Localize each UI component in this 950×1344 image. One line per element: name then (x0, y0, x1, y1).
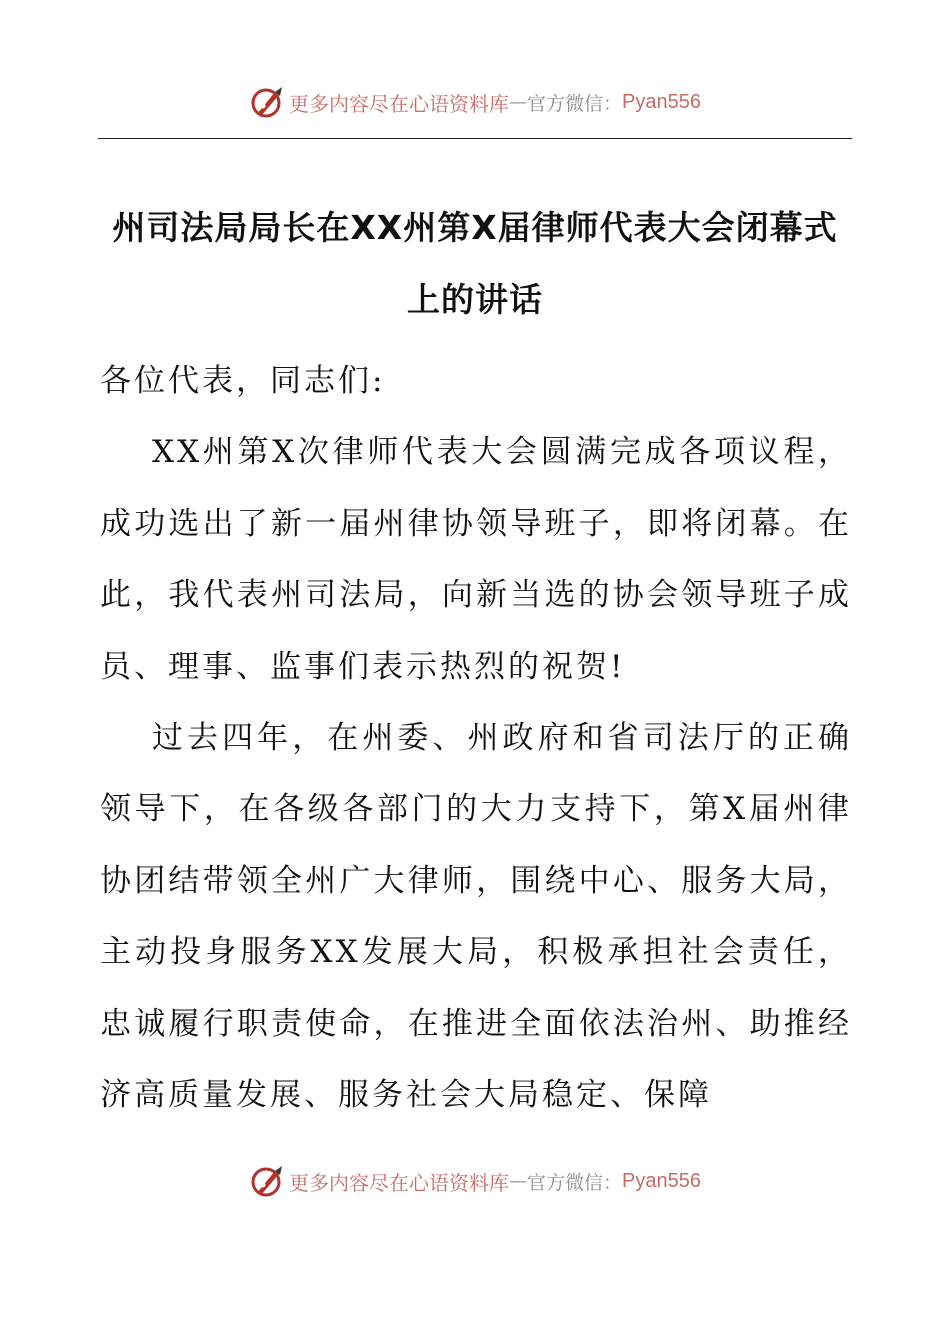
watermark-separator: — (509, 91, 527, 113)
watermark-wechat-id: Pyan556 (622, 1169, 701, 1192)
watermark-banner-top (0, 84, 950, 120)
watermark-banner-bottom (0, 1163, 950, 1199)
watermark-wechat-label: 官方微信： (527, 92, 623, 115)
watermark-site-text: 更多内容尽在心语资料库 (289, 91, 509, 116)
salutation: 各位代表，同志们: (100, 363, 386, 399)
watermark-wechat-label: 官方微信： (527, 1171, 623, 1194)
document-title: 州司法局局长在XX州第X届律师代表大会闭幕式上的讲话 (112, 208, 838, 320)
body-paragraph: XX州第X次律师代表大会圆满完成各项议程，成功选出了新一届州律协领导班子，即将闭幕。在此，我代表州司法局，向新当选的协会领导班子成员、理事、监事们表示热烈的祝贺! (100, 434, 852, 685)
watermark-site-text: 更多内容尽在心语资料库 (289, 1170, 509, 1195)
watermark-separator: — (509, 1170, 527, 1192)
watermark-wechat-id: Pyan556 (622, 90, 701, 113)
pen-nib-circle-icon (249, 1163, 285, 1199)
document-body (100, 346, 852, 1131)
pen-nib-circle-icon (249, 84, 285, 120)
body-paragraph: 过去四年，在州委、州政府和省司法厅的正确领导下，在各级各部门的大力支持下，第X届州律协团结带领全州广大律师，围绕中心、服务大局，主动投身服务XX发展大局，积极承担社会责任，忠诚履行职责使命，在推进全面依法治州、助推经济高质量发展、服务社会大局稳定、保障 (100, 720, 852, 1114)
header-divider (98, 138, 852, 139)
